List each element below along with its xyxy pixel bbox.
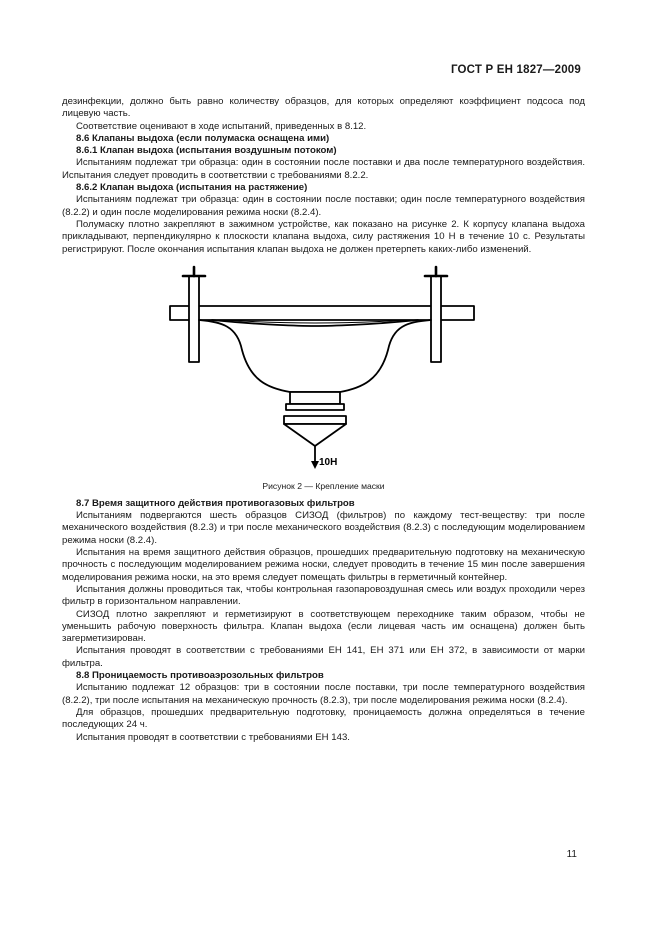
clamp-bar — [170, 306, 474, 320]
right-clamp-post — [431, 276, 441, 362]
paragraph: Испытанию подлежат 12 образцов: три в состоянии после поставки, три после температурного воздействия (8.2.2), три после испытания на механическую прочность (8.2.3), три после моделирования режима носки (8.2.4). — [62, 682, 585, 706]
figure-mask-clamp — [62, 258, 585, 498]
paragraph: Полумаску плотно закрепляют в зажимном устройстве, как показано на рисунке 2. К корпусу клапана выдоха прикладывают, перпендикулярно к плоскости клапана выдоха, силу растяжения 10 Н в течение 10 с. Результаты регистрируют. После окончания испытания клапан выдоха не должен претерпеть каких-либо изменений. — [62, 218, 585, 255]
section-heading-8-6: 8.6 Клапаны выдоха (если полумаска оснащена ими) — [76, 132, 330, 144]
section-heading-8-6-2: 8.6.2 Клапан выдоха (испытания на растяжение) — [76, 182, 308, 194]
document-code-header: ГОСТ Р ЕН 1827—2009 — [450, 64, 581, 76]
paragraph: Испытания на время защитного действия образцов, прошедших предварительную подготовку на механическую прочность с последующим моделированием режима носки, следует проводить в течение 15 мин после завершения моделирования режима носки, на это время следует помещать фильтры в герметичный контейнер. — [62, 547, 585, 583]
paragraph: Испытания проводят в соответствии с требованиями ЕН 143. — [76, 731, 350, 743]
force-label: 10Н — [319, 456, 338, 468]
page-number: 11 — [566, 849, 577, 860]
paragraph: Испытаниям подвергаются шесть образцов СИЗОД (фильтров) по каждому тест-веществу: три после механического воздействия (8.2.3) и три после механического воздействия (8.2.3) с последующим моделированием режима носки (8.2.4). — [62, 510, 585, 546]
half-mask-body — [199, 320, 431, 392]
paragraph: Для образцов, прошедших предварительную подготовку, проницаемость должна определяться в течение последующих 24 ч. — [62, 706, 585, 731]
paragraph: Соответствие оценивают в ходе испытаний, приведенных в 8.12. — [76, 120, 367, 132]
mask-clamp-diagram — [62, 258, 585, 498]
valve-grip — [284, 416, 346, 424]
page-body — [62, 96, 585, 744]
section-heading-8-8: 8.8 Проницаемость противоаэрозольных фильтров — [76, 670, 324, 682]
section-heading-8-7: 8.7 Время защитного действия противогазовых фильтров — [76, 497, 355, 509]
left-clamp-post — [189, 276, 199, 362]
paragraph: Испытания должны проводиться так, чтобы контрольная газопаровоздушная смесь или воздух проходили через фильтр в горизонтальном направлении. — [62, 583, 585, 608]
paragraph: СИЗОД плотно закрепляют и герметизируют в соответствующем переходнике таким образом, чтобы не уменьшить рабочую поверхность фильтра. Клапан выдоха (если лицевая часть им оснащена) должен быть загерметизирован. — [62, 608, 585, 645]
exhalation-valve-housing — [290, 392, 340, 404]
force-arrow-icon — [311, 461, 319, 469]
section-heading-8-6-1: 8.6.1 Клапан выдоха (испытания воздушным потоком) — [76, 145, 337, 157]
paragraph: Испытаниям подлежат три образца: один в состоянии после поставки; один после температурного воздействия (8.2.2) и один после моделирования режима носки (8.2.4). — [62, 194, 585, 218]
paragraph: дезинфекции, должно быть равно количеству образцов, для которых определяют коэффициент подсоса под лицевую часть. — [62, 96, 585, 120]
figure-caption: Рисунок 2 — Крепление маски — [262, 480, 385, 491]
paragraph: Испытания проводят в соответствии с требованиями ЕН 141, ЕН 371 или ЕН 372, в зависимости от марки фильтра. — [62, 645, 585, 669]
paragraph: Испытаниям подлежат три образца: один в состоянии после поставки и два после температурного воздействия. Испытания следует проводить в соответствии с требованиями 8.2.2. — [62, 157, 585, 181]
